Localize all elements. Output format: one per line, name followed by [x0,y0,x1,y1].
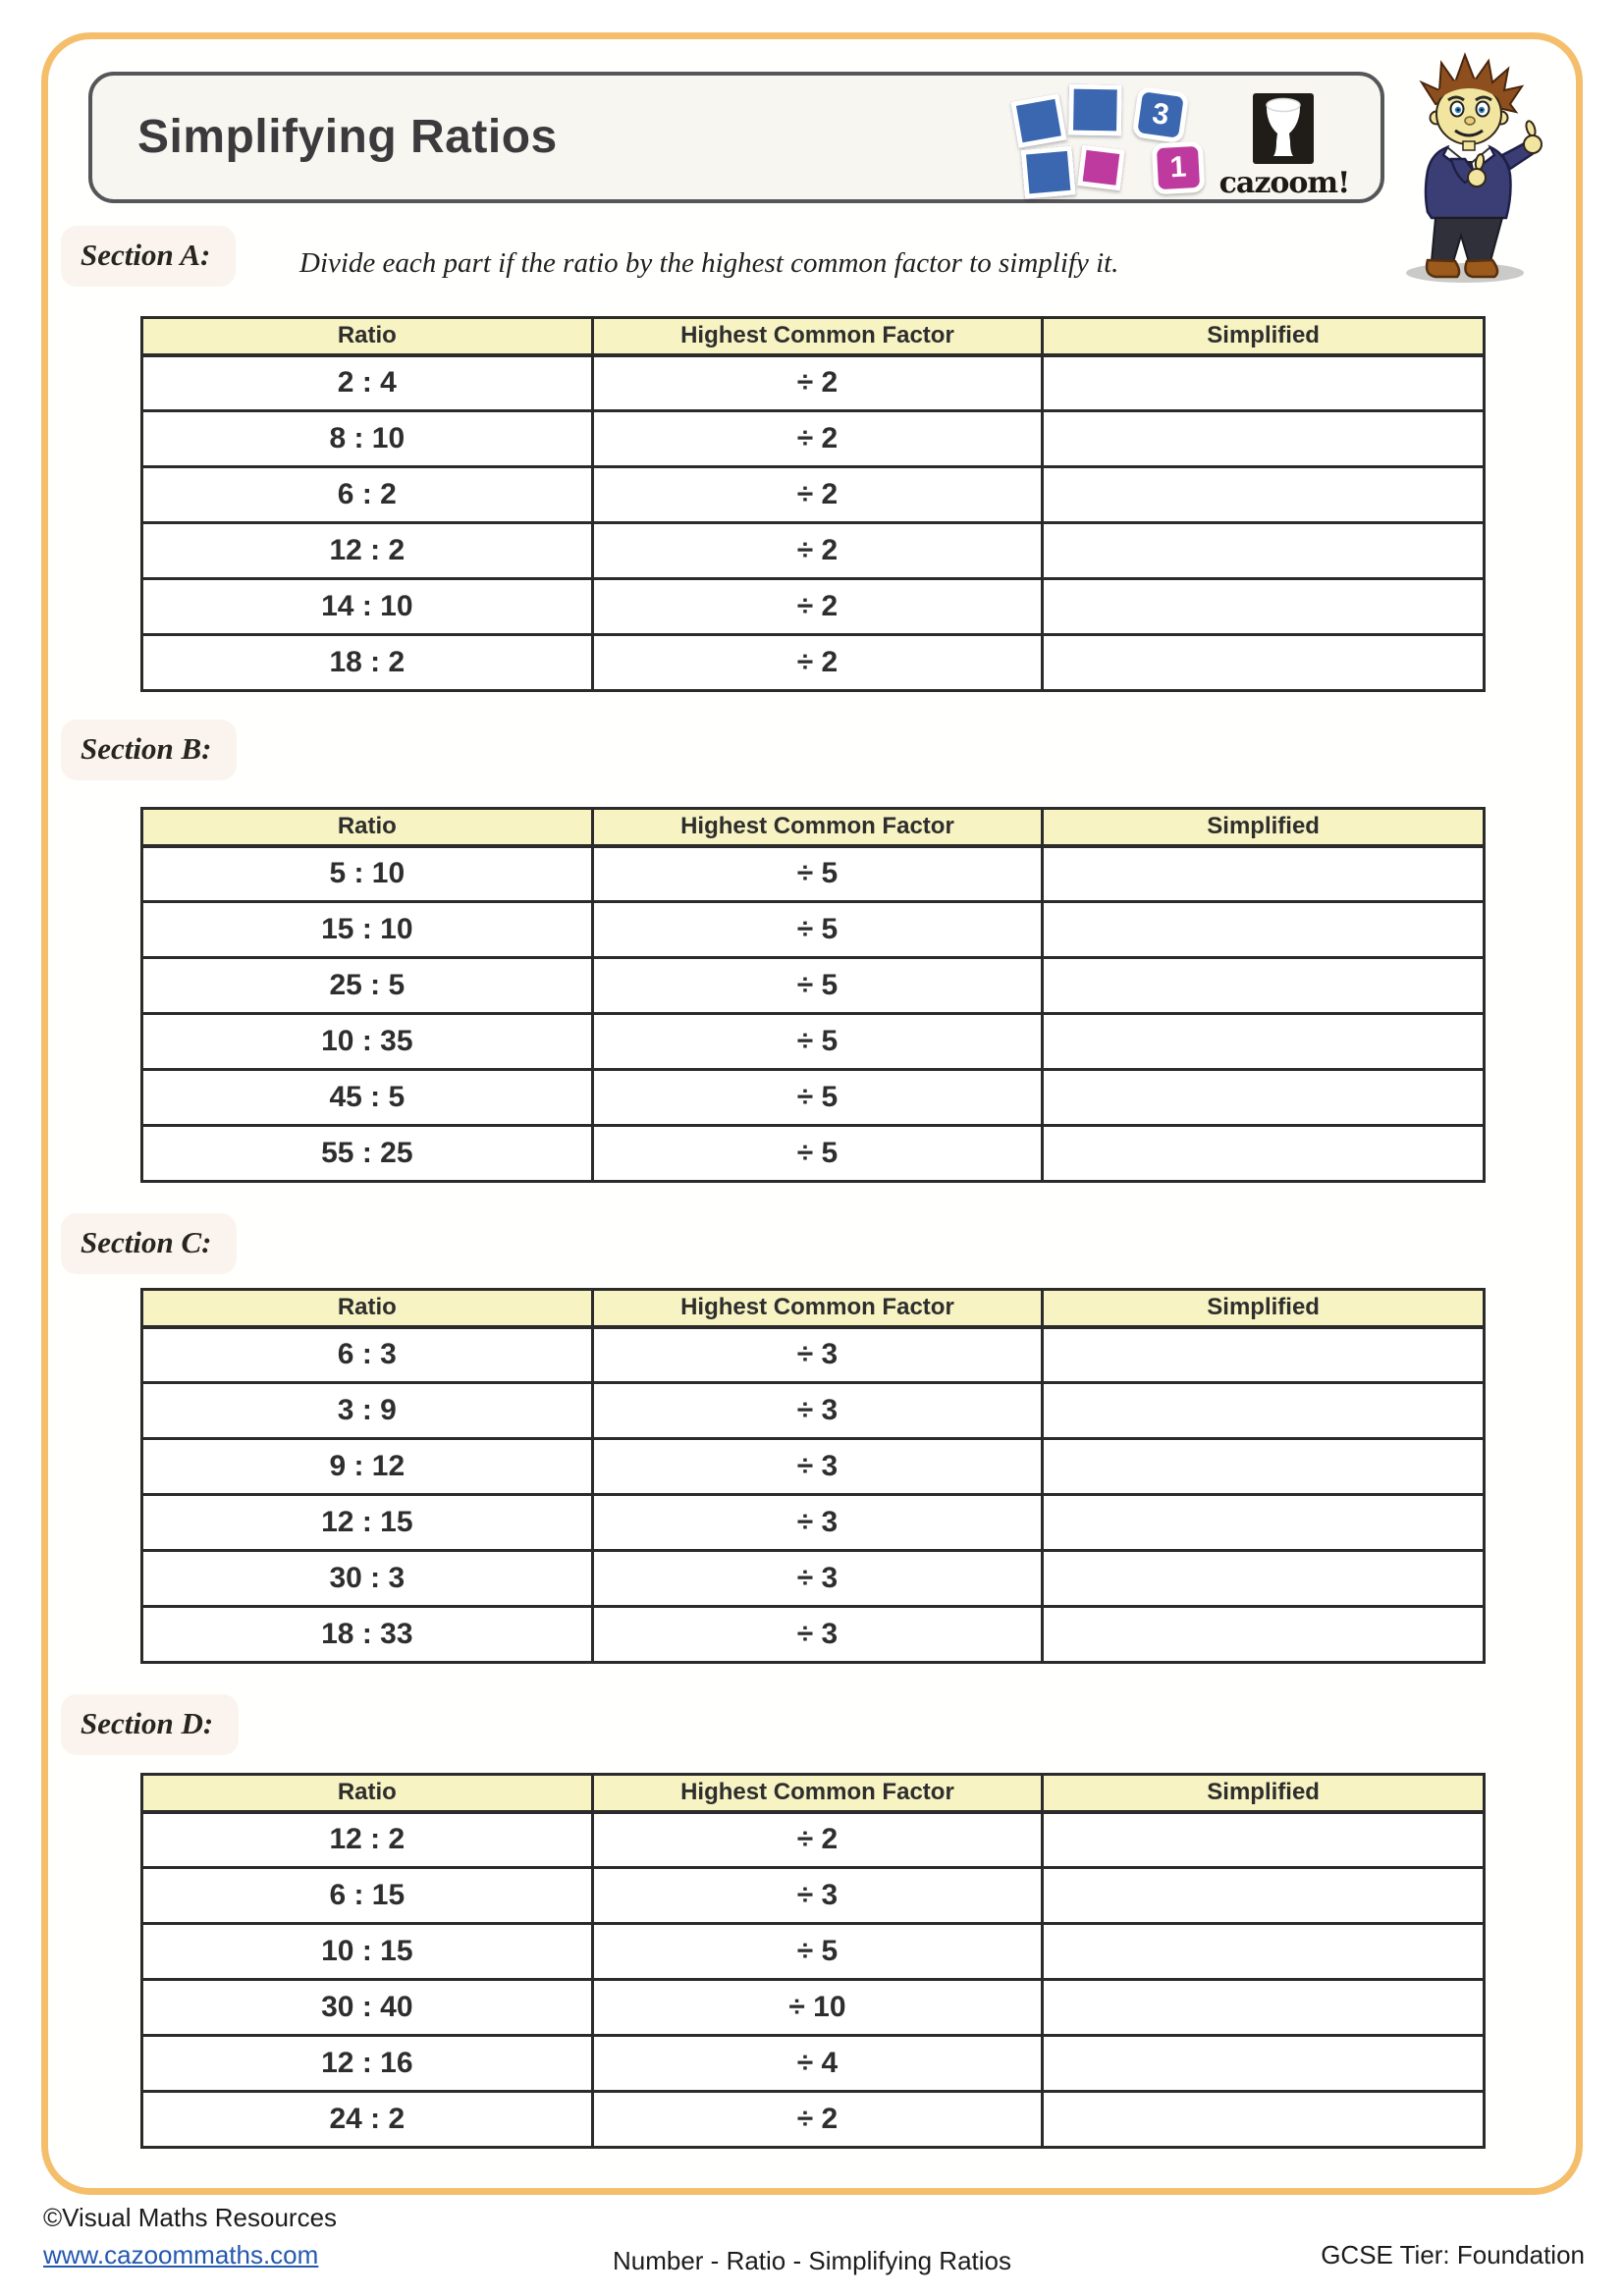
logo-tile-pink-icon [1077,144,1125,190]
section-b-table [140,807,1486,1183]
ratio-cell: 8 : 10 [142,411,593,467]
column-header-ratio: Ratio [142,1775,593,1812]
table-row [142,1607,1485,1663]
table-row [142,1126,1485,1182]
simplified-cell [1043,1924,1485,1980]
ratio-cell: 10 : 35 [142,1014,593,1070]
simplified-cell [1043,1812,1485,1868]
ratio-cell: 6 : 3 [142,1327,593,1383]
ratio-cell: 12 : 16 [142,2036,593,2092]
table-header-row [142,1290,1485,1327]
logo-tile-blue-icon [1068,84,1122,136]
table-row [142,1014,1485,1070]
simplified-cell [1043,902,1485,958]
hcf-cell: ÷ 5 [592,1014,1043,1070]
table-row [142,1070,1485,1126]
table-row [142,2036,1485,2092]
table-row [142,902,1485,958]
simplified-cell [1043,846,1485,902]
table-row [142,1495,1485,1551]
hcf-cell: ÷ 2 [592,2092,1043,2148]
logo-badge-1-icon: 1 [1152,141,1206,195]
table-row [142,411,1485,467]
hcf-cell: ÷ 2 [592,579,1043,635]
ratio-cell: 3 : 9 [142,1383,593,1439]
ratio-cell: 12 : 2 [142,1812,593,1868]
logo-tiles-icon [1010,80,1146,201]
hcf-cell: ÷ 3 [592,1607,1043,1663]
table-header-row [142,1775,1485,1812]
section-c-table [140,1288,1486,1664]
column-header-highest-common-factor: Highest Common Factor [592,318,1043,355]
hcf-cell: ÷ 5 [592,1070,1043,1126]
table-header-row [142,809,1485,846]
ratio-cell: 25 : 5 [142,958,593,1014]
ratio-cell: 45 : 5 [142,1070,593,1126]
simplified-cell [1043,523,1485,579]
hcf-cell: ÷ 3 [592,1327,1043,1383]
ratio-cell: 30 : 40 [142,1980,593,2036]
ratio-cell: 10 : 15 [142,1924,593,1980]
section-d-table [140,1773,1486,2149]
logo-badge-3-icon: 3 [1132,86,1190,144]
column-header-ratio: Ratio [142,809,593,846]
ratio-cell: 30 : 3 [142,1551,593,1607]
hcf-cell: ÷ 2 [592,411,1043,467]
simplified-cell [1043,2092,1485,2148]
section-a-table [140,316,1486,692]
table-row [142,2092,1485,2148]
table-row [142,958,1485,1014]
table-row [142,355,1485,411]
ratio-cell: 12 : 2 [142,523,593,579]
section-a-label: Section A: [61,226,236,287]
ratio-cell: 24 : 2 [142,2092,593,2148]
simplified-cell [1043,1439,1485,1495]
hcf-cell: ÷ 10 [592,1980,1043,2036]
ratio-cell: 12 : 15 [142,1495,593,1551]
website-link[interactable]: www.cazoommaths.com [43,2240,319,2269]
table-row [142,579,1485,635]
section-c-label: Section C: [61,1213,237,1274]
ratio-cell: 55 : 25 [142,1126,593,1182]
hcf-cell: ÷ 5 [592,1126,1043,1182]
simplified-cell [1043,411,1485,467]
simplified-cell [1043,1607,1485,1663]
simplified-cell [1043,958,1485,1014]
column-header-highest-common-factor: Highest Common Factor [592,809,1043,846]
cazoom-wordmark: cazoom! [1218,166,1350,200]
simplified-cell [1043,1383,1485,1439]
hcf-cell: ÷ 5 [592,958,1043,1014]
table-row [142,1551,1485,1607]
simplified-cell [1043,355,1485,411]
simplified-cell [1043,1980,1485,2036]
column-header-simplified: Simplified [1043,318,1485,355]
table-row [142,1383,1485,1439]
ratio-cell: 2 : 4 [142,355,593,411]
column-header-ratio: Ratio [142,1290,593,1327]
table-row [142,1868,1485,1924]
page-title: Simplifying Ratios [137,111,558,163]
table-row [142,846,1485,902]
hcf-cell: ÷ 5 [592,846,1043,902]
table-row [142,1980,1485,2036]
hcf-cell: ÷ 2 [592,355,1043,411]
column-header-simplified: Simplified [1043,809,1485,846]
simplified-cell [1043,1014,1485,1070]
hcf-cell: ÷ 2 [592,523,1043,579]
logo-tile-blue-icon [1010,93,1067,148]
column-header-simplified: Simplified [1043,1775,1485,1812]
hcf-cell: ÷ 4 [592,2036,1043,2092]
hcf-cell: ÷ 2 [592,467,1043,523]
title-box [88,72,1384,203]
simplified-cell [1043,1070,1485,1126]
table-row [142,467,1485,523]
ratio-cell: 5 : 10 [142,846,593,902]
column-header-ratio: Ratio [142,318,593,355]
table-row [142,1439,1485,1495]
footer-tier-text: GCSE Tier: Foundation [1321,2240,1585,2269]
simplified-cell [1043,1495,1485,1551]
hcf-cell: ÷ 2 [592,635,1043,691]
table-header-row [142,318,1485,355]
table-row [142,1812,1485,1868]
column-header-highest-common-factor: Highest Common Factor [592,1775,1043,1812]
table-row [142,635,1485,691]
copyright-text: ©Visual Maths Resources [43,2203,338,2232]
section-b-label: Section B: [61,720,237,780]
section-d-label: Section D: [61,1694,239,1755]
simplified-cell [1043,1868,1485,1924]
simplified-cell [1043,1551,1485,1607]
hcf-cell: ÷ 3 [592,1383,1043,1439]
table-row [142,1327,1485,1383]
mascot-boy-illustration [1392,49,1549,287]
simplified-cell [1043,1327,1485,1383]
simplified-cell [1043,467,1485,523]
hcf-cell: ÷ 5 [592,902,1043,958]
simplified-cell [1043,2036,1485,2092]
section-a-instruction: Divide each part if the ratio by the highest common factor to simplify it. [299,247,1119,279]
logo-tile-blue-icon [1021,145,1076,198]
hcf-cell: ÷ 3 [592,1495,1043,1551]
table-row [142,1924,1485,1980]
column-header-simplified: Simplified [1043,1290,1485,1327]
hcf-cell: ÷ 2 [592,1812,1043,1868]
ratio-cell: 14 : 10 [142,579,593,635]
ratio-cell: 15 : 10 [142,902,593,958]
cazoom-drum-icon [1253,93,1314,164]
ratio-cell: 6 : 15 [142,1868,593,1924]
ratio-cell: 18 : 33 [142,1607,593,1663]
hcf-cell: ÷ 3 [592,1868,1043,1924]
simplified-cell [1043,635,1485,691]
column-header-highest-common-factor: Highest Common Factor [592,1290,1043,1327]
hcf-cell: ÷ 3 [592,1551,1043,1607]
hcf-cell: ÷ 3 [592,1439,1043,1495]
footer-topic-text: Number - Ratio - Simplifying Ratios [612,2246,1011,2275]
table-row [142,523,1485,579]
ratio-cell: 9 : 12 [142,1439,593,1495]
simplified-cell [1043,1126,1485,1182]
hcf-cell: ÷ 5 [592,1924,1043,1980]
ratio-cell: 18 : 2 [142,635,593,691]
simplified-cell [1043,579,1485,635]
ratio-cell: 6 : 2 [142,467,593,523]
